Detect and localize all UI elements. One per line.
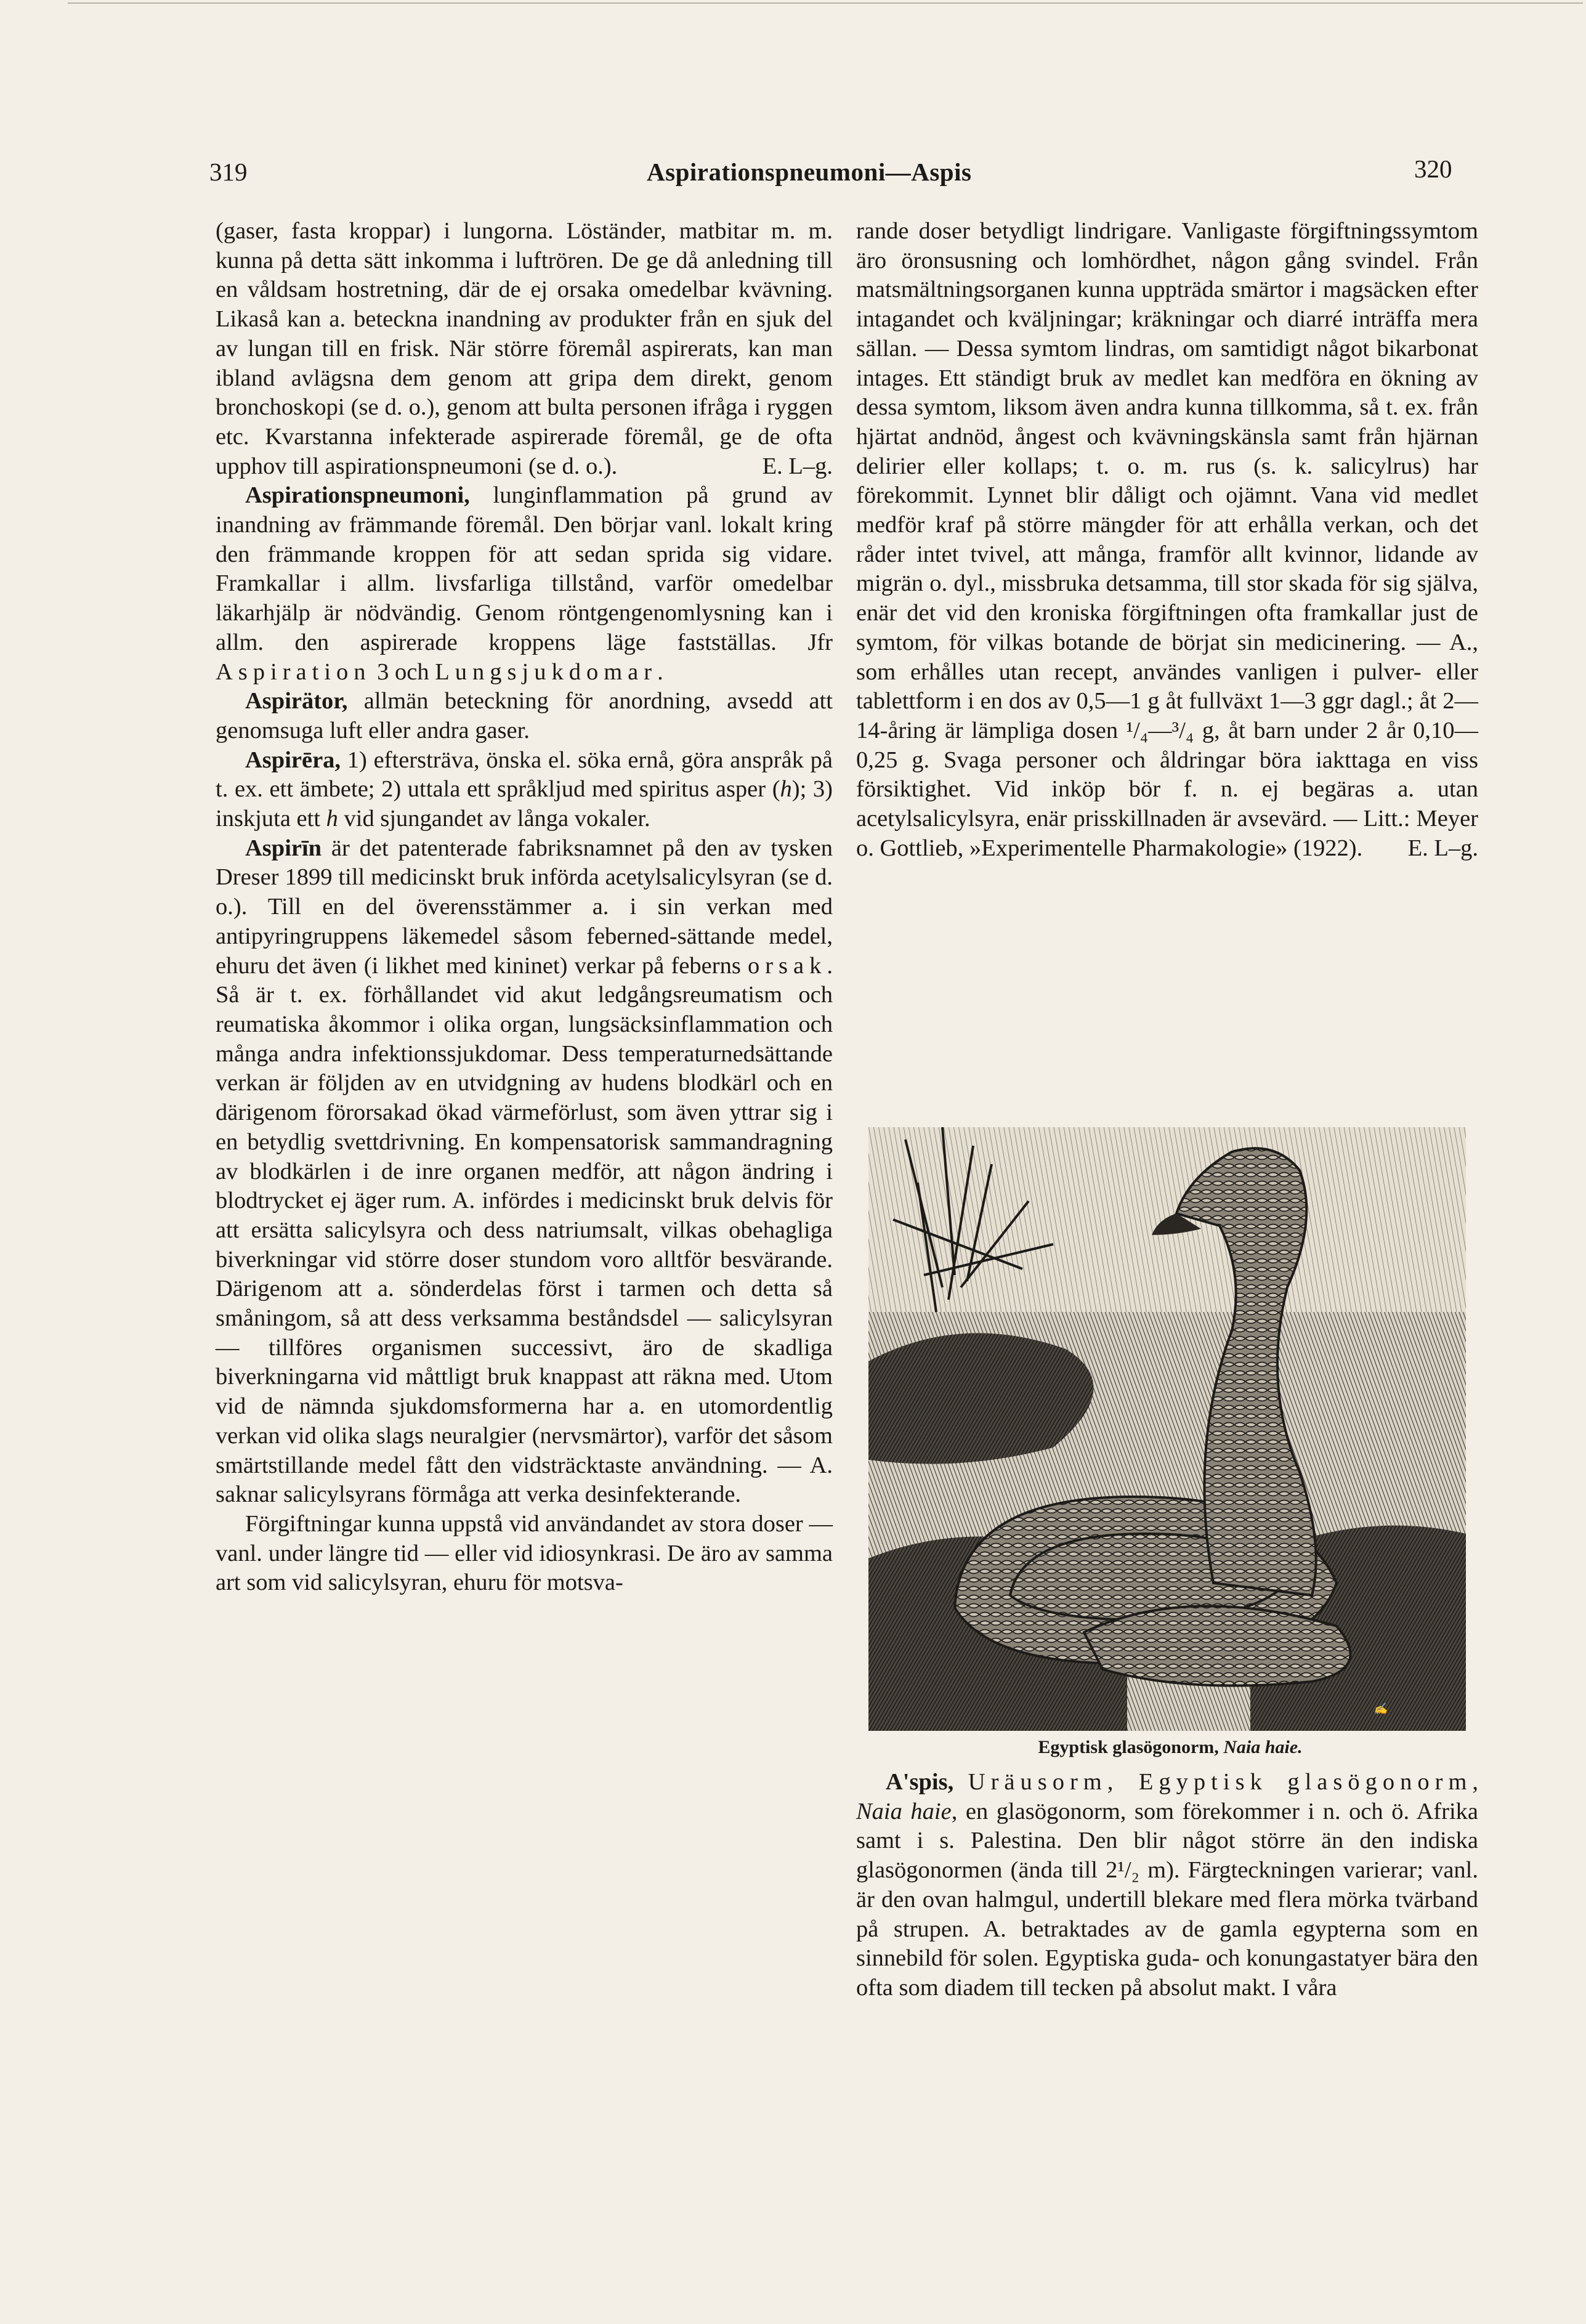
entry-aspirin-continued: rande doser betydligt lindrigare. Vanligaste förgiftningssymtom äro öronsusning och lomhördhet, någon gång svindel. Från matsmältningsorganen kunna uppträda smärtor i magsäcken efter intagandet och kväljningar; kräkningar och diarré inträffa mera sällan. — Dessa symtom lindras, om samtidigt något bikarbonat intages. Ett ständigt bruk av medlet kan medföra en ökning av dessa symtom, liksom även andra kunna tillkomma, så t. ex. från hjärtat andnöd, ångest och kvävningskänsla samt från hjärnan delirier eller kollaps; t. o. m. rus (s. k. salicylrus) har förekommit. Lynnet blir dåligt och ojämnt. Vana vid medlet medför kraf på större mängder för att erhålla verkan, och det råder intet tvivel, att många, framför allt kvinnor, lidande av migrän o. dyl., missbruka detsamma, till stor skada för sig själva, enär det vid den kroniska förgiftningen ofta framkallar just de symtom, för vilkas botande de börjat sin medicinering. — A., som erhålles utan recept, användes vanligen i pulver- eller tablettform i en dos av 0,5—1 g åt fullväxt 1—3 ggr dagl.; åt 2—14-åring är lämpliga dosen ¹/₄—³/₄ g, åt barn under 2 år 0,10—0,25 g. Svaga personer och åldringar böra iakttaga en viss försiktighet. Vid inköp bör f. n. ej begäras a. utan acetylsalicylsyra, enär prisskillnaden är avsevärd. — Litt.: Meyer o. Gottlieb, »Experimentelle Pharmakologie» (1922). E. L–g. [856,217,1478,863]
cross-reference: Aspiration [216,658,371,685]
entry-aspirator: Aspirätor, allmän beteckning för anordning, avsedd att genomsuga luft eller andra gaser. [216,688,833,743]
headword: Aspirīn [245,835,322,861]
entry-aspirin: Aspirīn är det patenterade fabriksnamnet på den av tysken Dreser 1899 till medicinskt bruk införda acetylsalicylsyran (se d. o.). Till en del överensstämmer a. i sin verkan med antipyringruppens läkemedel såsom feberned-sättande medel, ehuru det även (i likhet med kininet) verkar på feberns orsak. Så är t. ex. förhållandet vid akut ledgångsreumatism och reumatiska åkommor i olika organ, lungsäcksinflammation och många andra infektionssjukdomar. Dess temperaturnedsättande verkan är följden av en utvidgning av hudens blodkärl och en därigenom förorsakad ökad värmeförlust, som även yttrar sig i en betydlig svettdrivning. En kompensatorisk sammandragning av blodkärlen i de inre organen medför, att någon ändring i blodtrycket ej äger rum. A. infördes i medicinskt bruk delvis för att ersätta salicylsyra och dess natriumsalt, vilkas obehagliga biverkningar vid större doser stundom voro alltför besvärande. Därigenom att a. sönderdelas först i tarmen och detta så småningom, så att dess verksamma beståndsdel — salicylsyran — tillföres organismen successivt, äro de skadliga biverkningarna vid måttligt bruk knappast att räkna med. Utom vid de nämnda sjukdomsformerna har a. en utomordentlig verkan vid olika slags neuralgier (nervsmärtor), varför det såsom smärtstillande medel fått den vidsträcktaste användning. — A. saknar salicylsyrans förmåga att verka desinfekterande. [216,835,833,1508]
page-title: Aspirationspneumoni—Aspis [647,158,972,186]
cobra-illustration [868,1127,1466,1731]
figure-caption: Egyptisk glasögonorm, Naia haie. [1038,1737,1303,1757]
headword: Aspirationspneumoni, [245,482,470,509]
headword: A'spis, [886,1769,954,1795]
author-signature: E. L–g. [762,453,833,479]
top-edge-line [68,2,1583,4]
entry-aspiration-continued: (gaser, fasta kroppar) i lungorna. Löständer, matbitar m. m. kunna på detta sätt inkomma i luftrören. De ge då anledning till en våldsam hostretning, där de ej orsaka omedelbar kvävning. Likaså kan a. beteckna inandning av produkter från en sjuk del av lungan till en frisk. När större föremål aspirerats, kan man ibland avlägsna dem genom att gripa dem direkt, genom bronchoskopi (se d. o.), genom att bulta personen ifråga i ryggen etc. Kvarstanna infekterade aspirerade föremål, ge de ofta upphov till aspirationspneumoni (se d. o.). E. L–g. [216,217,833,481]
right-column-lower [856,1768,1478,2003]
engraver-signature: ✍ [1374,1703,1388,1715]
left-column [216,217,833,1598]
cross-reference: Lungsjukdomar [435,658,658,685]
entry-aspis: A'spis, Uräusorm, Egyptisk glasögonorm, Naia haie, en glasögonorm, som förekommer i n. och ö. Afrika samt i s. Palestina. Den blir något större än den indiska glasögonormen (ända till 2¹/₂ m). Färgteckningen varierar; vanl. är den ovan halmgul, undertill blekare med flera mörka tvärband på strupen. A. betraktades av de gamla egypterna som en sinnebild för solen. Egyptiska guda- och konungastatyer bära den ofta som diadem till tecken på absolut makt. I våra [856,1769,1479,2001]
entry-aspirin-poisoning: Förgiftningar kunna uppstå vid användandet av stora doser — vanl. under längre tid — eller vid idiosynkrasi. De äro av samma art som vid salicylsyran, ehuru för motsva- [216,1510,833,1596]
headword: Aspirätor, [245,688,348,715]
page-number-right: 320 [1414,155,1452,183]
page-number-left: 319 [209,158,248,186]
entry-aspirationspneumoni: Aspirationspneumoni, lunginflammation på grund av inandning av främmande föremål. Den börjar vanl. lokalt kring den främmande kroppen för att sedan sprida sig vidare. Framkallar i allm. livsfarliga tillstånd, varför omedelbar läkarhjälp är nödvändig. Genom röntgengenomlysning kan i allm. den aspirerade kroppens läge fastställas. Jfr Aspiration 3 och Lungsjukdomar. [216,482,833,685]
headword: Aspirēra, [245,747,341,773]
right-column [856,217,1478,863]
entry-aspirera: Aspirēra, 1) eftersträva, önska el. söka ernå, göra anspråk på t. ex. ett ämbete; 2) uttala ett språkljud med spiritus asper (h); 3) inskjuta ett h vid sjungandet av långa vokaler. [216,747,833,832]
author-signature: E. L–g. [1407,835,1478,861]
